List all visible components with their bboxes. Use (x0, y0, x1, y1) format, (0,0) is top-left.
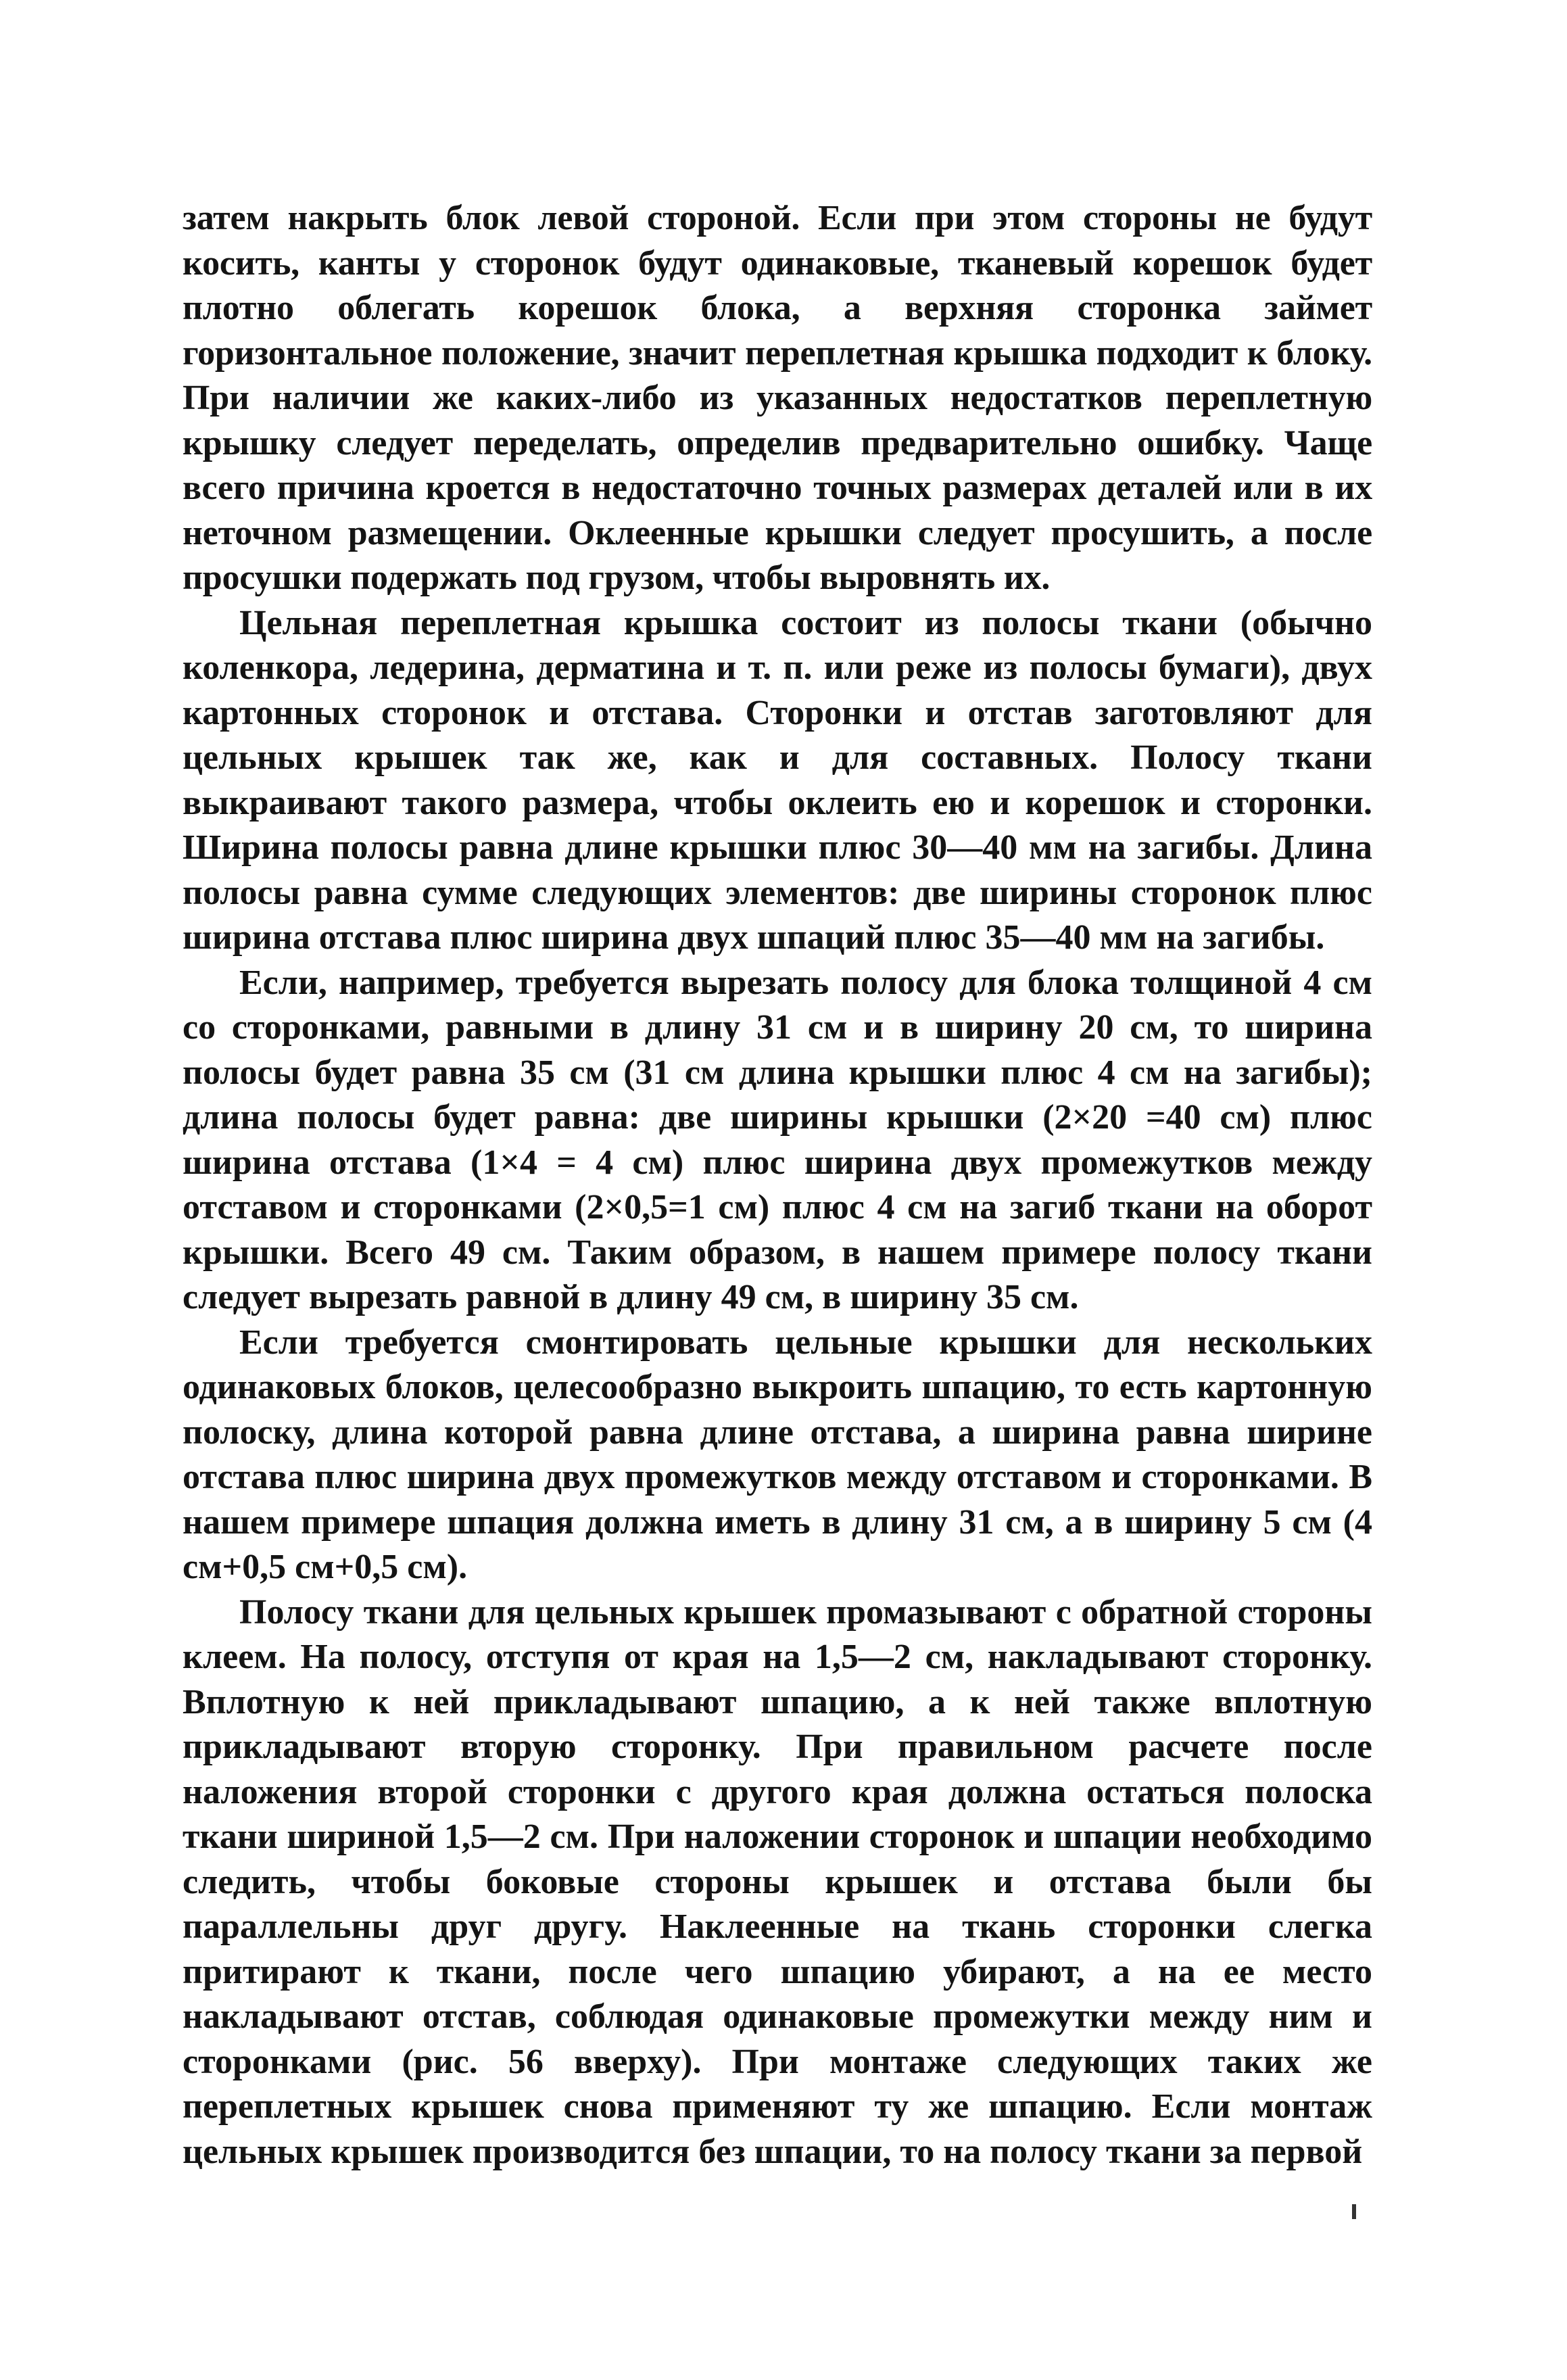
paragraph-4: Если требуется смонтировать цельные крышки для нескольких одинаковых блоков, целесообразно выкроить шпацию, то есть картонную полоску, длина которой равна длине отстава, а ширина равна ширине отстава плюс ширина двух промежутков между отставом и сторонками. В нашем примере шпация должна иметь в длину 31 см, а в ширину 5 см (4 см+0,5 см+0,5 см). (183, 1323, 1372, 1586)
book-page (183, 196, 1372, 2265)
paragraph-1: затем накрыть блок левой стороной. Если при этом стороны не будут косить, канты у сторонок будут одинаковые, тканевый корешок будет плотно облегать корешок блока, а верхняя сторонка займет горизонтальное положение, значит переплетная крышка подходит к блоку. При наличии же каких-либо из указанных недостатков переплетную крышку следует переделать, определив предварительно ошибку. Чаще всего причина кроется в недостаточно точных размерах деталей или в их неточном размещении. Оклеенные крышки следует просушить, а после просушки подержать под грузом, чтобы выровнять их. (183, 199, 1372, 597)
paragraph-5: Полосу ткани для цельных крышек промазывают с обратной стороны клеем. На полосу, отступя от края на 1,5—2 см, накладывают сторонку. Вплотную к ней прикладывают шпацию, а к ней также вплотную прикладывают вторую сторонку. При правильном расчете после наложения второй сторонки с другого края должна остаться полоска ткани шириной 1,5—2 см. При наложении сторонок и шпации необходимо следить, чтобы боковые стороны крышек и отстава были бы параллельны друг другу. Наклеенные на ткань сторонки слегка притирают к ткани, после чего шпацию убирают, а на ее место накладывают отстав, соблюдая одинаковые промежутки между ним и сторонками (рис. 56 вверху). При монтаже следующих таких же переплетных крышек снова применяют ту же шпацию. Если монтаж цельных крышек производится без шпации, то на полосу ткани за первой (183, 1592, 1372, 2171)
paragraph-3: Если, например, требуется вырезать полосу для блока толщиной 4 см со сторонками, равными в длину 31 см и в ширину 20 см, то ширина полосы будет равна 35 см (31 см длина крышки плюс 4 см на загибы); длина полосы будет равна: две ширины крышки (2×20 =40 см) плюс ширина отстава (1×4 = 4 см) плюс ширина двух промежутков между отставом и сторонками (2×0,5=1 см) плюс 4 см на загиб ткани на оборот крышки. Всего 49 см. Таким образом, в нашем примере полосу ткани следует вырезать равной в длину 49 см, в ширину 35 см. (183, 963, 1372, 1316)
paragraph-2: Цельная переплетная крышка состоит из полосы ткани (обычно коленкора, ледерина, дерматина и т. п. или реже из полосы бумаги), двух картонных сторонок и отстава. Сторонки и отстав заготовляют для цельных крышек так же, как и для составных. Полосу ткани выкраивают такого размера, чтобы оклеить ею и корешок и сторонки. Ширина полосы равна длине крышки плюс 30—40 мм на загибы. Длина полосы равна сумме следующих элементов: две ширины сторонок плюс ширина отстава плюс ширина двух шпаций плюс 35—40 мм на загибы. (183, 603, 1372, 957)
scan-speck-mark (1352, 2204, 1356, 2219)
